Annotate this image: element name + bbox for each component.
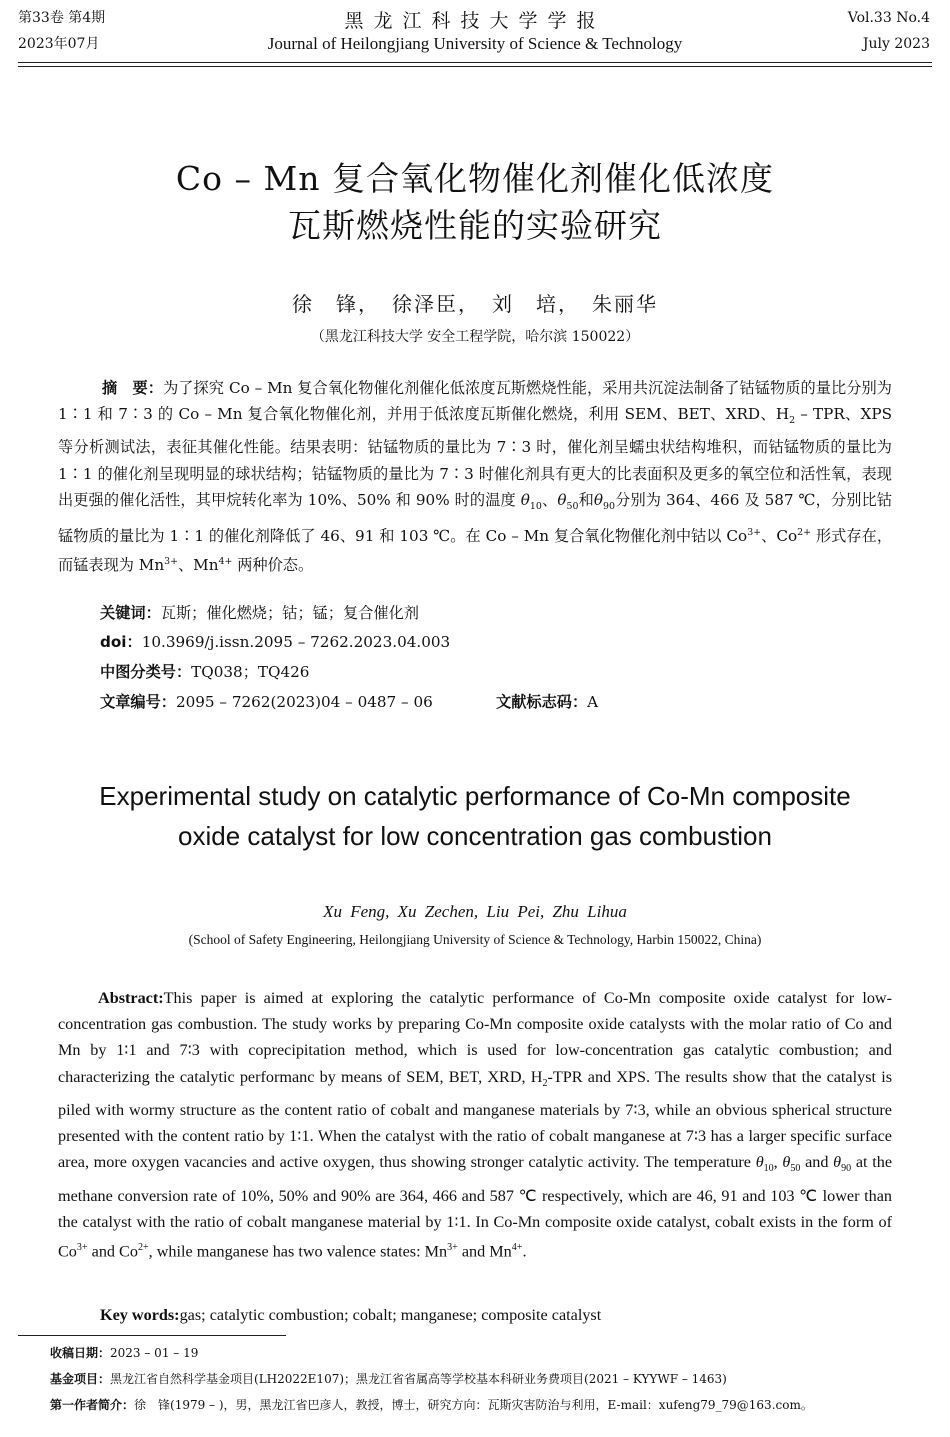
title-en-line1: Experimental study on catalytic performance of Co-Mn composite — [99, 781, 851, 811]
keywords-en: Key words:gas; catalytic combustion; cobalt; manganese; composite catalyst — [100, 1306, 602, 1324]
affiliation-en: (School of Safety Engineering, Heilongjiang University of Science & Technology, Harbin 150022, China) — [188, 932, 762, 947]
footnote-rule — [18, 1335, 286, 1336]
document-code: 文献标志码：A — [496, 693, 599, 711]
footnote-first-author: 第一作者简介：徐 锋(1979 – )，男，黑龙江省巴彦人，教授，博士，研究方向：瓦斯灾害防治与利用，E-mail：xufeng79_79@163.com。 — [50, 1398, 813, 1412]
clc-number: 中图分类号：TQ038；TQ426 — [100, 663, 310, 681]
header-rule-bottom — [18, 66, 932, 67]
footnote-fund: 基金项目：黑龙江省自然科学基金项目(LH2022E107)；黑龙江省省属高等学校基本科研业务费项目(2021 – KYYWF – 1463) — [50, 1372, 727, 1386]
affiliation-cn: （黑龙江科技大学 安全工程学院，哈尔滨 150022） — [310, 329, 640, 345]
keywords-cn: 关键词：瓦斯；催化燃烧；钴；锰；复合催化剂 — [100, 604, 419, 622]
authors-cn: 徐 锋， 徐泽臣， 刘 培， 朱丽华 — [292, 292, 658, 316]
header-date-cn: 2023年07月 — [18, 36, 100, 52]
title-cn-line1: Co – Mn 复合氧化物催化剂催化低浓度 — [175, 159, 775, 198]
header-vol-no: Vol.33 No.4 — [847, 10, 930, 26]
abstract-cn: 摘 要：为了探究 Co – Mn 复合氧化物催化剂催化低浓度瓦斯燃烧性能，采用共沉淀法制备了钴锰物质的量比分别为 1∶1 和 7∶3 的 Co – Mn 复合氧化物催化剂，并用于低浓度瓦斯催化燃烧，利用 SEM、BET、XRD、$H_2$ – TPR、XPS 等分析测试法，表征其催化性能。结果表明：钴锰物质的量比为 7∶3 时，催化剂呈蠕虫状结构堆积，而钴锰物质的量比为 1∶1 的催化剂呈现明显的球状结构；钴锰物质的量比为 7∶3 时催化剂具有更大的比表面积及更多的氧空位和活性氧，表现出更强的催化活性，其甲烷转化率为 10%、50% 和 90% 时的温度 $\theta_{10}$、$\theta_{50}$和$\theta_{90}$分别为 364、466 及 587 ℃，分别比钴锰物质的量比为 1∶1 的催化剂降低了 46、91 和 103 ℃。在 Co – Mn 复合氧化物催化剂中钴以 $Co^{3+}$、$Co^{2+}$ 形式存在，而锰表现为 $Mn^{3+}$、$Mn^{4+}$ 两种价态。 — [58, 379, 893, 575]
footnote-received: 收稿日期：2023 – 01 – 19 — [50, 1346, 199, 1360]
title-en-line2: oxide catalyst for low concentration gas combustion — [178, 821, 772, 851]
abstract-en: Abstract:This paper is aimed at exploring the catalytic performance of Co-Mn composite oxide catalyst for low-concentration gas combustion. The study works by preparing Co-Mn composite oxide catalysts with the molar ratio of Co and Mn by 1∶1 and 7∶3 with coprecipitation method, which is used for low-concentration gas catalytic combustion; and characterizing the catalytic performanc by means of SEM, BET, XRD, $H_2$-TPR and XPS. The results show that the catalyst is piled with wormy structure as the content ratio of cobalt and manganese materials by 7∶3, while an obvious spherical structure presented with the content ratio by 1∶1. When the catalyst with the ratio of cobalt manganese at 7∶3 has a larger specific surface area, more oxygen vacancies and active oxygen, thus showing stronger catalytic activity. The temperature $\theta_{10}$, $\theta_{50}$ and $\theta_{90}$ at the methane conversion rate of 10%, 50% and 90% are 364, 466 and 587 ℃ respectively, which are 46, 91 and 103 ℃ lower than the catalyst with the ratio of cobalt manganese material by 1∶1. In Co-Mn composite oxide catalyst, cobalt exists in the form of $Co^{3+}$ and $Co^{2+}$, while manganese has two valence states: $Mn^{3+}$ and $Mn^{4+}$. — [58, 989, 893, 1261]
journal-name-en: Journal of Heilongjiang University of Science & Technology — [267, 34, 683, 53]
header-rule-top — [18, 62, 932, 63]
header-date-en: July 2023 — [862, 36, 930, 52]
journal-name-cn: 黑龙江科技大学学报 — [344, 10, 606, 32]
title-cn-line2: 瓦斯燃烧性能的实验研究 — [288, 206, 662, 245]
header-volume-issue: 第33卷 第4期 — [18, 10, 106, 26]
authors-en: Xu Feng, Xu Zechen, Liu Pei, Zhu Lihua — [323, 902, 627, 921]
abstract-en-label: Abstract: — [98, 989, 164, 1007]
doi: doi：10.3969/j.issn.2095 – 7262.2023.04.003 — [100, 633, 451, 651]
article-number: 文章编号：2095 – 7262(2023)04 – 0487 – 06 — [100, 693, 433, 711]
abstract-cn-label: 摘 要： — [102, 379, 164, 397]
